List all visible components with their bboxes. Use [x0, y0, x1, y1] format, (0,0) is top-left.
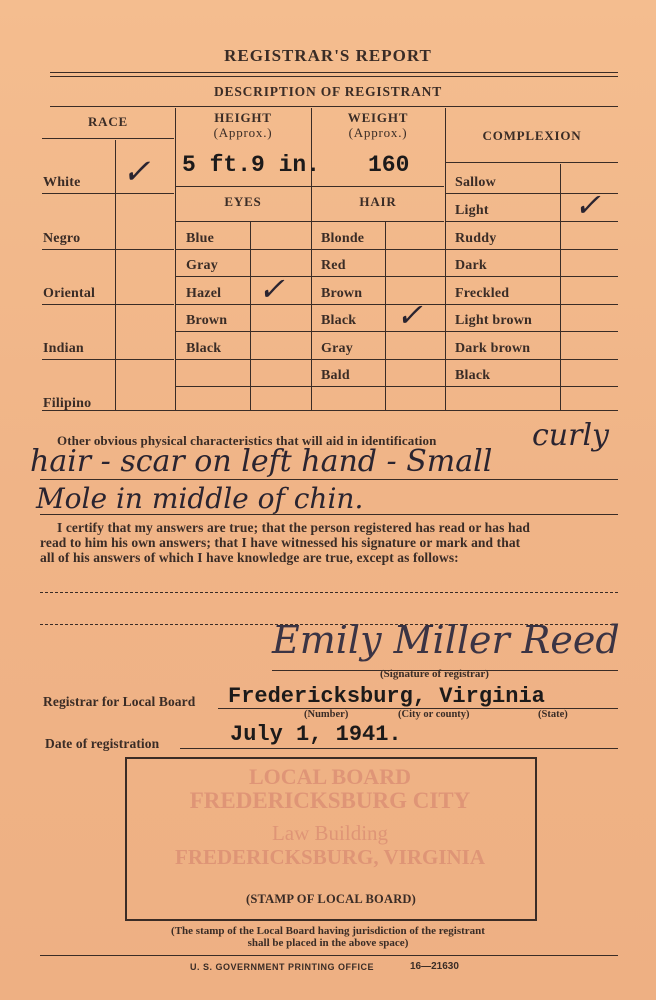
hair-bald: Bald	[321, 368, 350, 383]
eyes-rule-4	[176, 331, 311, 332]
complexion-check-mark: ✓	[574, 186, 601, 224]
race-white: White	[43, 175, 81, 190]
title-rule-1	[50, 72, 618, 73]
eyes-rule-2	[176, 276, 311, 277]
hair-rule-2	[312, 276, 445, 277]
eyes-blue: Blue	[186, 231, 215, 246]
date-line	[180, 748, 618, 749]
description-subtitle: DESCRIPTION OF REGISTRANT	[213, 84, 443, 99]
date-label: Date of registration	[45, 736, 160, 751]
certification-line-1: I certify that my answers are true; that the person registered has read or has had	[57, 520, 531, 535]
complexion-header: COMPLEXION	[482, 128, 582, 143]
characteristics-line-2	[40, 479, 618, 480]
subtitle-rule	[50, 106, 618, 107]
signature-caption: (Signature of registrar)	[380, 668, 489, 680]
grid-v-race-check	[115, 140, 116, 410]
complexion-rule-8	[446, 386, 618, 387]
footer-code: 16—21630	[410, 961, 459, 972]
other-characteristics-label: Other obvious physical characteristics that will aid in identification	[57, 433, 437, 448]
date-value: July 1, 1941.	[230, 722, 402, 747]
eyes-rule-3	[176, 304, 311, 305]
weight-header: WEIGHT	[347, 110, 409, 125]
eyes-hair-top-rule	[176, 186, 444, 187]
hair-rule-3	[312, 304, 445, 305]
footer-note-2: shall be placed in the above space)	[247, 937, 409, 949]
race-rule-4	[42, 359, 174, 360]
stamp-line-2: FREDERICKSBURG CITY	[189, 788, 471, 813]
weight-value: 160	[368, 152, 410, 178]
registrar-state-caption: (State)	[538, 709, 568, 720]
report-title: REGISTRAR'S REPORT	[224, 46, 432, 65]
grid-v-hair-check	[385, 222, 386, 410]
race-oriental: Oriental	[43, 286, 96, 301]
hair-brown: Brown	[321, 286, 363, 301]
weight-sub-header: (Approx.)	[348, 125, 408, 140]
eyes-rule-6	[176, 386, 311, 387]
hair-gray: Gray	[321, 341, 353, 356]
hair-rule-6	[312, 386, 445, 387]
race-filipino: Filipino	[43, 396, 92, 411]
race-rule-2	[42, 249, 174, 250]
complexion-rule-3	[446, 249, 618, 250]
race-rule-1	[42, 193, 174, 194]
characteristics-handwriting-2: hair - scar on left hand - Small	[30, 444, 493, 479]
registrar-value: Fredericksburg, Virginia	[228, 684, 545, 709]
stamp-line-4: FREDERICKSBURG, VIRGINIA	[175, 845, 485, 869]
hair-rule-1	[312, 249, 445, 250]
complexion-freckled: Freckled	[455, 286, 510, 301]
complexion-rule-4	[446, 276, 618, 277]
characteristics-handwriting-1: curly	[532, 418, 610, 453]
footer-note-1: (The stamp of the Local Board having jurisdiction of the registrant	[171, 925, 485, 937]
table-bottom-rule	[42, 410, 618, 411]
footer-rule	[40, 955, 618, 956]
hair-check-mark: ✓	[396, 296, 423, 334]
eyes-brown: Brown	[186, 313, 228, 328]
grid-v-complexion	[445, 108, 446, 410]
race-rule-3	[42, 304, 174, 305]
complexion-rule-6	[446, 331, 618, 332]
eyes-gray: Gray	[186, 258, 218, 273]
race-header-rule	[42, 138, 174, 139]
grid-v-race-end	[175, 108, 176, 410]
complexion-dark: Dark	[455, 258, 487, 273]
hair-rule-5	[312, 359, 445, 360]
height-value: 5 ft.9 in.	[182, 152, 321, 178]
eyes-hair-header-rule	[176, 221, 444, 222]
hair-red: Red	[321, 258, 346, 273]
grid-v-eyes-check	[250, 222, 251, 410]
hair-black: Black	[321, 313, 357, 328]
hair-blonde: Blonde	[321, 231, 365, 246]
title-rule-2	[50, 76, 618, 77]
exceptions-line-1	[40, 592, 618, 593]
race-indian: Indian	[43, 341, 84, 356]
race-header: RACE	[87, 114, 129, 129]
registrar-city-caption: (City or county)	[398, 709, 470, 720]
eyes-rule-1	[176, 249, 311, 250]
characteristics-line-3	[40, 514, 618, 515]
complexion-light: Light	[455, 203, 489, 218]
registrar-label: Registrar for Local Board	[43, 694, 196, 709]
registrar-signature: Emily Miller Reed	[272, 618, 620, 662]
eyes-check-mark: ✓	[258, 270, 285, 308]
complexion-ruddy: Ruddy	[455, 231, 497, 246]
height-sub-header: (Approx.)	[213, 125, 273, 140]
complexion-light-brown: Light brown	[455, 313, 533, 328]
footer-printer: U. S. GOVERNMENT PRINTING OFFICE	[190, 962, 375, 972]
grid-v-complexion-check	[560, 164, 561, 410]
certification-line-2: read to him his own answers; that I have witnessed his signature or mark and that	[40, 535, 521, 550]
complexion-rule-5	[446, 304, 618, 305]
stamp-line-3: Law Building	[271, 821, 389, 845]
complexion-black: Black	[455, 368, 491, 383]
stamp-caption: (STAMP OF LOCAL BOARD)	[245, 892, 417, 906]
eyes-header: EYES	[224, 194, 262, 209]
complexion-sallow: Sallow	[455, 175, 496, 190]
eyes-black: Black	[186, 341, 222, 356]
height-header: HEIGHT	[214, 110, 272, 125]
complexion-header-rule	[446, 162, 618, 163]
complexion-dark-brown: Dark brown	[455, 341, 531, 356]
characteristics-handwriting-3: Mole in middle of chin.	[36, 482, 364, 515]
eyes-rule-5	[176, 359, 311, 360]
eyes-hazel: Hazel	[186, 286, 222, 301]
hair-header: HAIR	[359, 194, 397, 209]
race-check-mark: ✓	[122, 152, 151, 192]
complexion-rule-7	[446, 359, 618, 360]
race-negro: Negro	[43, 231, 81, 246]
certification-line-3: all of his answers of which I have knowledge are true, except as follows:	[40, 550, 459, 565]
registrar-number-caption: (Number)	[304, 709, 349, 720]
stamp-line-1: LOCAL BOARD	[249, 764, 411, 789]
hair-rule-4	[312, 331, 445, 332]
